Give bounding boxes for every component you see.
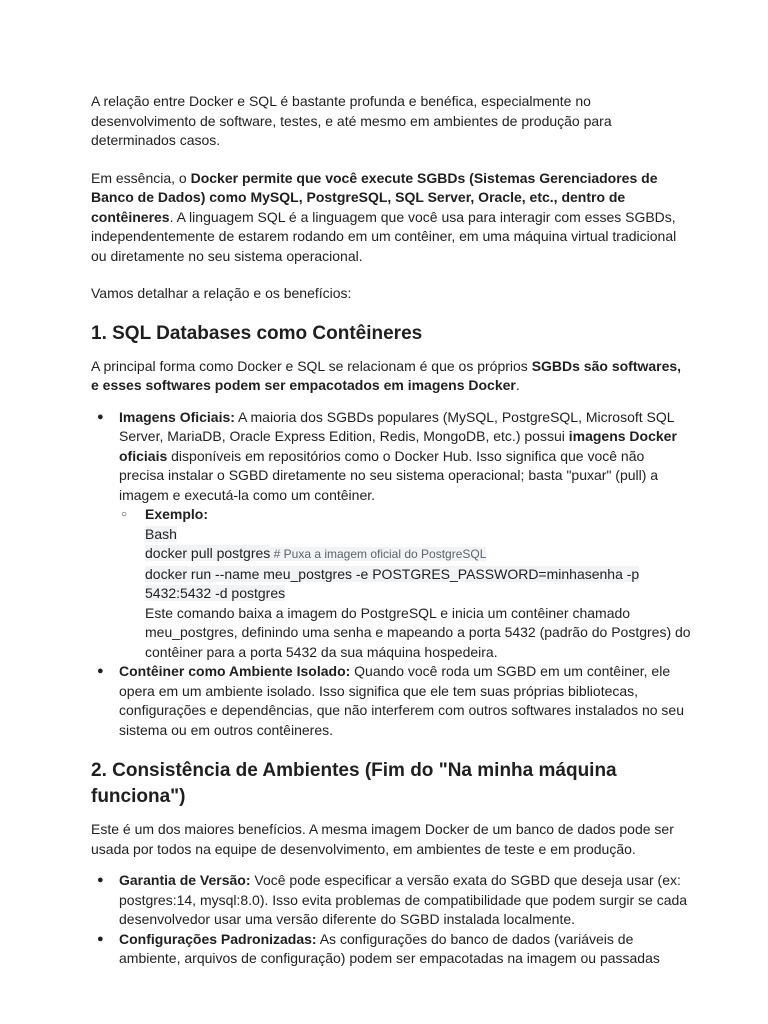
bold-run: Docker permite que você execute SGBDs (Sistemas Gerenciadores de Banco de Dados) como MySQL, PostgreSQL, SQL Server, Oracle, etc., dentro de contêineres (91, 169, 658, 225)
list-item-exemplo (119, 505, 691, 662)
list-item-garantia-versao (91, 871, 691, 930)
text-run: . A linguagem SQL é a linguagem que você usa para interagir com esses SGBDs, independentemente de estarem rodando em um contêiner, em uma máquina virtual tradicional ou diretamente no seu sistema operacional. (91, 208, 677, 264)
bullet-icon: ● (97, 932, 104, 945)
intro-paragraph-2 (91, 169, 691, 267)
text-run: A maioria dos SGBDs populares (MySQL, PostgreSQL, Microsoft SQL Server, MariaDB, Oracle Express Edition, Redis, MongoDB, etc.) possui (119, 408, 675, 444)
list-item-configuracoes (91, 930, 691, 969)
bullet-title: Contêiner como Ambiente Isolado: (119, 663, 351, 679)
code-line-3 (145, 584, 691, 604)
bullet-title: Garantia de Versão: (119, 872, 251, 888)
example-explanation: Este comando baixa a imagem do PostgreSQL e inicia um contêiner chamado meu_postgres, definindo uma senha e mapeando a porta 5432 (padrão do Postgres) do contêiner para a porta 5432 da sua máquina hospedeira. (145, 604, 691, 660)
intro-paragraph-3: Vamos detalhar a relação e os benefícios: (91, 285, 352, 301)
text-run: A principal forma como Docker e SQL se relacionam é que os próprios (91, 357, 532, 374)
section-1-heading: 1. SQL Databases como Contêineres (91, 322, 423, 344)
code-command: docker run --name meu_postgres -e POSTGRES_PASSWORD=minhasenha -p (145, 565, 640, 582)
code-block (145, 525, 691, 545)
bullet-title: Configurações Padronizadas: (119, 930, 317, 947)
code-line-1 (145, 544, 691, 565)
bold-run: SGBDs são softwares, e esses softwares podem ser empacotados em imagens Docker (91, 357, 682, 393)
text-run: . (515, 377, 520, 393)
list-item-imagens-oficiais (91, 408, 691, 663)
example-label: Exemplo: (145, 506, 209, 522)
example-sublist (119, 505, 691, 662)
text-run: As configurações do banco de dados (variáveis de ambiente, arquivos de configuração) podem ser empacotadas na imagem ou passadas (119, 930, 660, 966)
sub-bullet-icon: ○ (121, 509, 128, 520)
section-2-heading: 2. Consistência de Ambientes (Fim do "Na minha máquina funciona") (91, 760, 617, 807)
section-1-lead (91, 357, 691, 396)
text-run: Em essência, o (91, 169, 191, 186)
bullet-title: Imagens Oficiais: (119, 408, 235, 425)
bold-run: imagens Docker oficiais (119, 428, 677, 464)
document-page (91, 92, 691, 969)
intro-paragraph-1: A relação entre Docker e SQL é bastante profunda e benéfica, especialmente no desenvolvimento de software, testes, e até mesmo em ambientes de produção para determinados casos. (91, 93, 612, 148)
code-line-2 (145, 565, 691, 585)
code-comment: # Puxa a imagem oficial do PostgreSQL (270, 547, 487, 561)
text-run: Quando você roda um SGBD em um contêiner, ele opera em um ambiente isolado. Isso significa que ele tem suas próprias bibliotecas, configurações e dependências, que não interferem com outros softwares instalados no seu sistema ou em outros contêineres. (119, 663, 685, 738)
section-1-list (91, 408, 691, 741)
section-2-lead: Este é um dos maiores benefícios. A mesma imagem Docker de um banco de dados pode ser usada por todos na equipe de desenvolvimento, em ambientes de teste e em produção. (91, 821, 674, 857)
bullet-icon: ● (97, 665, 104, 677)
bullet-icon: ● (97, 874, 104, 886)
bullet-icon: ● (97, 410, 104, 423)
section-2-list (91, 871, 691, 969)
code-language-label: Bash (145, 525, 177, 542)
list-item-conteiner-isolado (91, 662, 691, 740)
code-command: 5432:5432 -d postgres (145, 585, 286, 601)
text-run: Você pode especificar a versão exata do SGBD que deseja usar (ex: postgres:14, mysql:8.0). Isso evita problemas de compatibilidade que podem surgir se cada desenvolvedor usar uma versão diferente do SGBD instalada localmente. (119, 872, 688, 927)
text-run: disponíveis em repositórios como o Docker Hub. Isso significa que você não precisa instalar o SGBD diretamente no seu sistema operacional; basta "puxar" (pull) a imagem e executá-la como um contêiner. (119, 447, 659, 503)
code-command: docker pull postgres (145, 545, 271, 561)
